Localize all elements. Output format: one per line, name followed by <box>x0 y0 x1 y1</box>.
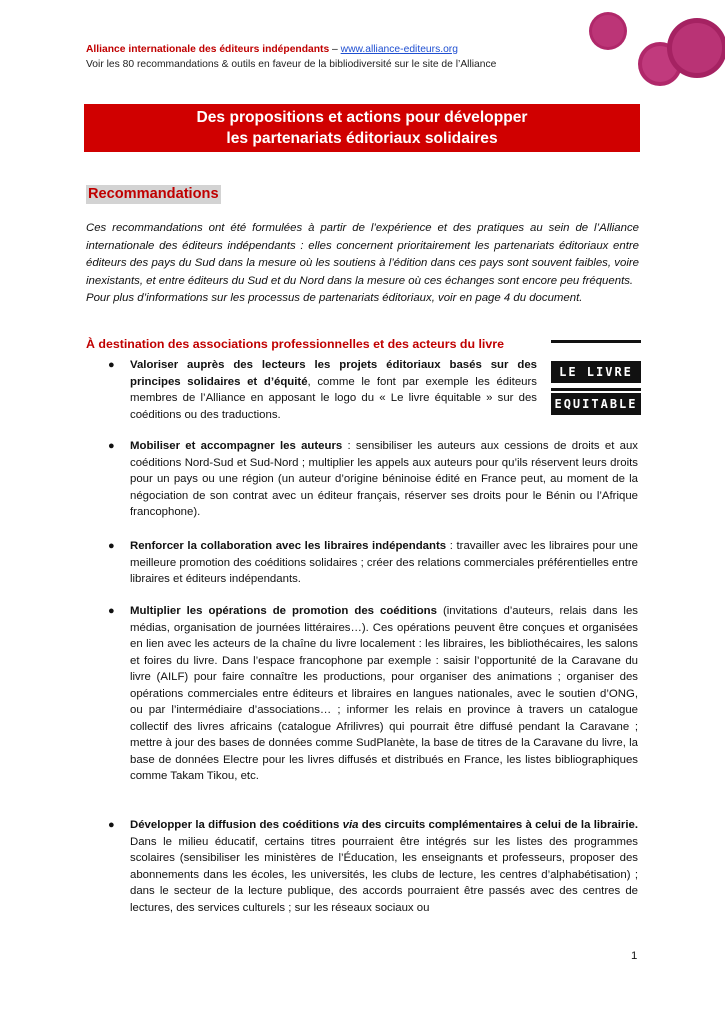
title-line-2: les partenariats éditoriaux solidaires <box>226 130 498 147</box>
title-line-1: Des propositions et actions pour développer <box>196 109 528 126</box>
org-name: Alliance internationale des éditeurs indépendants <box>86 44 330 55</box>
bullet-icon: ● <box>108 605 115 617</box>
alliance-link[interactable]: www.alliance-editeurs.org <box>340 44 458 55</box>
sub-heading: À destination des associations professionnelles et des acteurs du livre <box>86 337 504 351</box>
blob-large <box>667 18 725 78</box>
header-dash: – <box>329 44 341 55</box>
blob-small <box>589 12 627 50</box>
header-subline: Voir les 80 recommandations & outils en faveur de la bibliodiversité sur le site de l’Alliance <box>86 59 497 70</box>
logo-rule-top <box>551 340 641 343</box>
bullet-text: : travailler avec les libraires pour une meilleure promotion des coéditions solidaires ; créer des relations commerciales préférentielles entre libraires et éditeurs indépendants. <box>130 540 638 585</box>
bullet-text: (invitations d’auteurs, relais dans les médias, organisation de journées littéraires…). Ces opérations peuvent être conçues et organisées en lien avec les acteurs de la chaîne du livre localement : les libraires, les bibliothécaires, les salons et foires du livre. Dans l’espace francophone par exemple : saisir l’opportunité de la Caravane du livre (AILF) pour faire connaître les productions, pour organiser des animations ; organiser des opérations commerciales entre éditeurs et libraires en langues nationales, avec le soutien d’ONG, ou par l’intermédiaire d’associations… ; informer les relais en province à travers un catalogue collectif des livres africains (catalogue Afrilivres) qui pourrait être diffusé pendant la Caravane ; mettre à jour des bases de données comme SudPlanète, la base de titres de la Caravane du livre, la base de données Electre pour les livres diffusés et distribués en France, les listes bibliographiques comme Takam Tikou, etc. <box>130 605 638 782</box>
bullet-text: Dans le milieu éducatif, certains titres pourraient être intégrés sur les listes des programmes scolaires (sensibiliser les ministères de l’Éducation, les enseignants et professeurs, proposer des abonnements dans les écoles, les universités, les clubs de lecture, les centres d’alphabétisation) ; dans le secteur de la lecture publique, des accords pourraient être passés avec des centres de lectures, des services culturels ; sur les réseaux sociaux ou <box>130 835 638 914</box>
bullet-icon: ● <box>108 819 115 831</box>
bullet-text: , comme le font par exemple les éditeurs membres de l’Alliance en apposant le logo du « Le livre équitable » sur des coéditions ou des traductions. <box>130 375 537 421</box>
section-heading: Recommandations <box>88 186 219 202</box>
bullet-bold: Multiplier les opérations de promotion des coéditions <box>130 605 437 617</box>
bullet-bold: Développer la diffusion des coéditions <box>130 819 343 831</box>
logo-text-1: LE LIVRE <box>551 361 641 383</box>
bullet-bold: Renforcer la collaboration avec les libraires indépendants <box>130 540 447 552</box>
bullet-bold-italic: via <box>342 819 359 831</box>
bullet-icon: ● <box>108 440 115 452</box>
list-item <box>108 357 537 423</box>
bullet-text: : sensibiliser les auteurs aux cessions de droits et aux coéditions Nord-Sud et Sud-Nord ; multiplier les appels aux auteurs pour qu’ils réservent leurs droits pour un pays ou une région (un auteur d’origine béninoise édité en France peut, au moment de la négociation de son contrat avec un éditeur français, réserver ses droits pour le Bénin ou l’Afrique francophone). <box>130 440 638 518</box>
bullet-bold: Mobiliser et accompagner les auteurs <box>130 440 343 452</box>
bullet-icon: ● <box>108 540 115 552</box>
decorative-blobs <box>525 0 725 110</box>
livre-equitable-logo <box>551 340 641 416</box>
list-item <box>108 538 638 588</box>
intro-paragraph <box>86 220 639 308</box>
bullet-bold: Valoriser auprès des lecteurs les projets éditoriaux basés sur des principes solidaires et d’équité <box>130 359 537 388</box>
list-item <box>108 438 638 521</box>
page-header <box>86 42 556 72</box>
list-item <box>108 603 638 785</box>
list-item <box>108 817 639 916</box>
logo-rule-middle <box>551 388 641 391</box>
logo-text-2: EQUITABLE <box>551 393 641 415</box>
document-title <box>84 104 640 152</box>
intro-note: Pour plus d’informations sur les processus de partenariats éditoriaux, voir en page 4 du document. <box>86 292 583 304</box>
intro-text: Ces recommandations ont été formulées à partir de l’expérience et des pratiques au sein de l’Alliance internationale des éditeurs indépendants : elles concernent prioritairement les partenariats éditoriaux entre éditeurs des pays du Sud dans la mesure où les soutiens à l’édition dans ces pays sont souvent faibles, voire inexistants, et entre éditeurs du Sud et du Nord dans la mesure où ces échanges sont encore peu fréquents. <box>86 222 639 287</box>
page-number: 1 <box>631 950 638 962</box>
bullet-bold-end: des circuits complémentaires à celui de la librairie. <box>358 819 639 831</box>
bullet-icon: ● <box>108 359 115 371</box>
